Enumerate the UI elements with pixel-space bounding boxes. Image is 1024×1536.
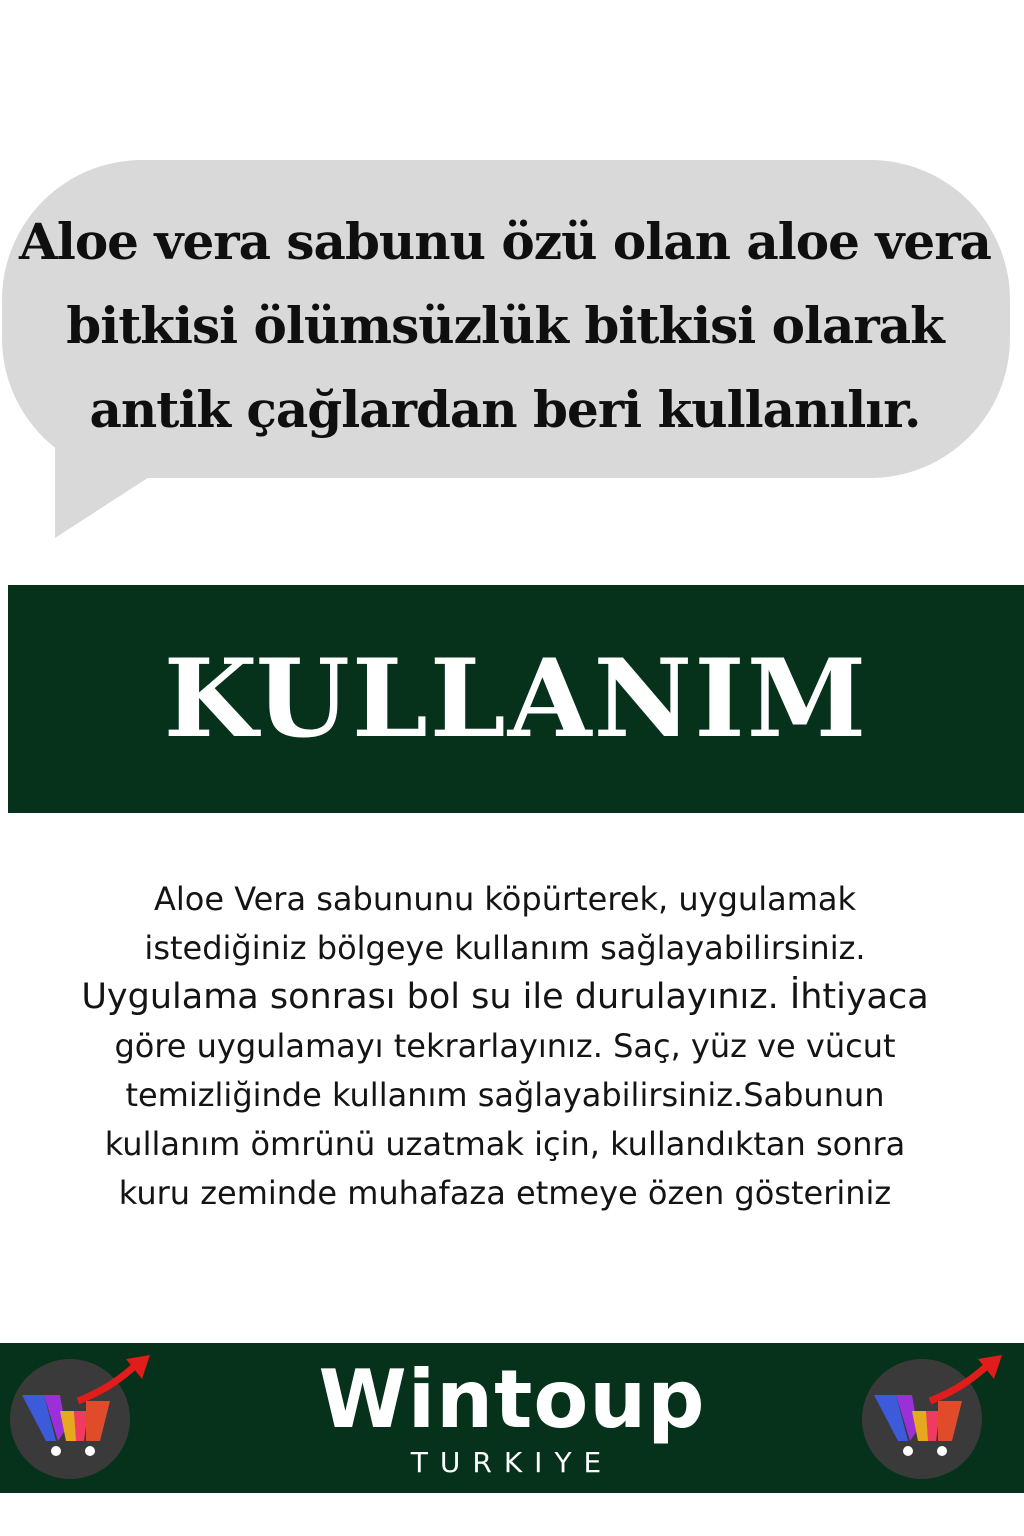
- bubble-line: Aloe vera sabunu özü olan aloe vera: [19, 212, 991, 271]
- description-line: istediğiniz bölgeye kullanım sağlayabilirsiniz.: [144, 929, 866, 967]
- cart-w-arrow-icon: [860, 1351, 1006, 1483]
- bubble-text: [0, 200, 1010, 452]
- usage-description: [0, 875, 1010, 1218]
- brand-footer: [0, 1343, 1024, 1493]
- brand-name: Wintoup: [318, 1353, 706, 1446]
- description-line: kuru zeminde muhafaza etmeye özen gösteriniz: [118, 1174, 892, 1212]
- description-line: Aloe Vera sabununu köpürterek, uygulamak: [153, 880, 856, 918]
- section-title: KULLANIM: [163, 636, 869, 762]
- description-line: temizliğinde kullanım sağlayabilirsiniz.Sabunun: [125, 1076, 885, 1114]
- description-line: kullanım ömrünü uzatmak için, kullandıktan sonra: [104, 1125, 906, 1163]
- bubble-line: bitkisi ölümsüzlük bitkisi olarak: [66, 296, 944, 355]
- speech-bubble: [0, 0, 1024, 560]
- description-line: göre uygulamayı tekrarlayınız. Saç, yüz ve vücut: [114, 1027, 896, 1065]
- brand-subtitle: TURKIYE: [410, 1446, 614, 1479]
- section-banner: [8, 585, 1024, 813]
- bubble-line: antik çağlardan beri kullanılır.: [89, 380, 921, 439]
- description-line: Uygulama sonrası bol su ile durulayınız. İhtiyaca: [81, 977, 929, 1017]
